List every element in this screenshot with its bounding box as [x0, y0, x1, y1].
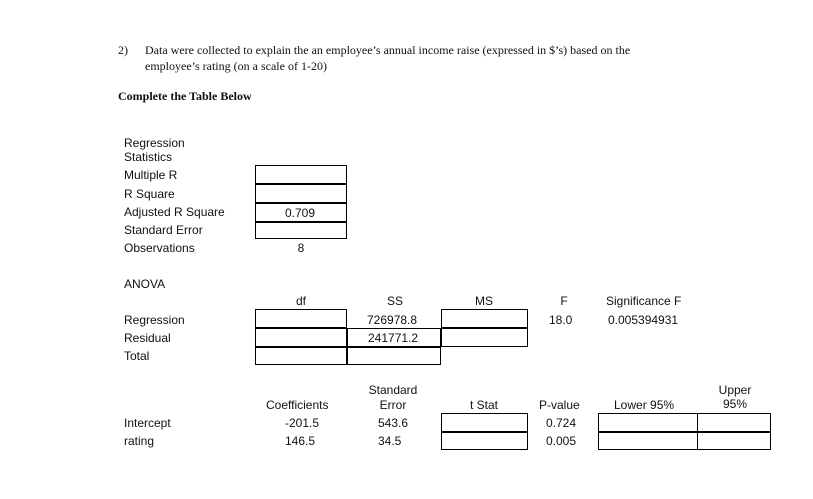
anova-regression-ms-input[interactable]	[441, 309, 528, 328]
anova-residual-df-input[interactable]	[255, 328, 347, 347]
stat-label-standard-error: Standard Error	[124, 223, 203, 237]
se-intercept-value: 543.6	[378, 416, 409, 430]
anova-label-total: Total	[124, 349, 150, 363]
coef-header-95: 95%	[722, 397, 748, 411]
anova-regression-significance-f: 0.005394931	[608, 313, 679, 327]
regression-statistics-header-2: Statistics	[124, 150, 173, 164]
se-rating-value: 34.5	[378, 434, 402, 448]
upper-95-intercept-input[interactable]	[697, 413, 771, 432]
coef-header-p-value: P-value	[539, 398, 580, 412]
anova-total-ss-input[interactable]	[347, 347, 441, 365]
anova-header-significance-f: Significance F	[606, 294, 682, 308]
coef-header-error: Error	[379, 398, 407, 412]
anova-regression-df-input[interactable]	[255, 309, 347, 328]
t-stat-intercept-input[interactable]	[441, 413, 528, 432]
anova-residual-ms-input[interactable]	[441, 328, 528, 347]
coef-header-coefficients: Coefficients	[266, 398, 329, 412]
lower-95-intercept-input[interactable]	[598, 413, 698, 432]
question-line-2: employee’s rating (on a scale of 1-20)	[145, 59, 327, 73]
r-square-input[interactable]	[255, 184, 347, 203]
stat-label-observations: Observations	[124, 241, 195, 255]
anova-regression-f: 18.0	[549, 313, 573, 327]
coef-label-intercept: Intercept	[124, 416, 171, 430]
anova-residual-ss-cell: 241771.2	[347, 328, 441, 347]
multiple-r-input[interactable]	[255, 165, 347, 184]
t-stat-rating-input[interactable]	[441, 432, 528, 450]
anova-label-regression: Regression	[124, 313, 185, 327]
anova-label-residual: Residual	[124, 331, 171, 345]
anova-header-ss: SS	[386, 294, 403, 308]
upper-95-rating-input[interactable]	[697, 432, 771, 450]
stat-label-multiple-r: Multiple R	[124, 168, 178, 182]
coef-header-upper: Upper	[718, 383, 752, 397]
lower-95-rating-input[interactable]	[598, 432, 698, 450]
question-line-1: Data were collected to explain the an employee’s annual income raise (expressed in $’s) based on the	[145, 43, 631, 57]
anova-header-f: F	[560, 294, 568, 308]
stat-label-adjusted-r-square: Adjusted R Square	[124, 205, 225, 219]
p-value-intercept: 0.724	[546, 416, 577, 430]
coef-intercept-value: -201.5	[285, 416, 320, 430]
anova-total-df-input[interactable]	[255, 347, 347, 365]
regression-statistics-header-1: Regression	[124, 136, 185, 150]
instruction-heading: Complete the Table Below	[118, 89, 252, 103]
anova-header-ms: MS	[475, 294, 493, 308]
stat-label-r-square: R Square	[124, 187, 175, 201]
coef-header-t-stat: t Stat	[469, 398, 498, 412]
coef-header-standard: Standard	[368, 383, 418, 397]
coef-label-rating: rating	[124, 434, 155, 448]
question-number: 2)	[118, 43, 128, 57]
anova-header-df: df	[295, 294, 306, 308]
coef-rating-value: 146.5	[285, 434, 316, 448]
observations-value: 8	[297, 241, 305, 255]
coef-header-lower-95: Lower 95%	[614, 398, 675, 412]
anova-title: ANOVA	[124, 277, 166, 291]
adjusted-r-square-cell: 0.709	[255, 203, 347, 222]
anova-regression-ss: 726978.8	[367, 313, 418, 327]
p-value-rating: 0.005	[546, 434, 577, 448]
standard-error-input[interactable]	[255, 222, 347, 239]
